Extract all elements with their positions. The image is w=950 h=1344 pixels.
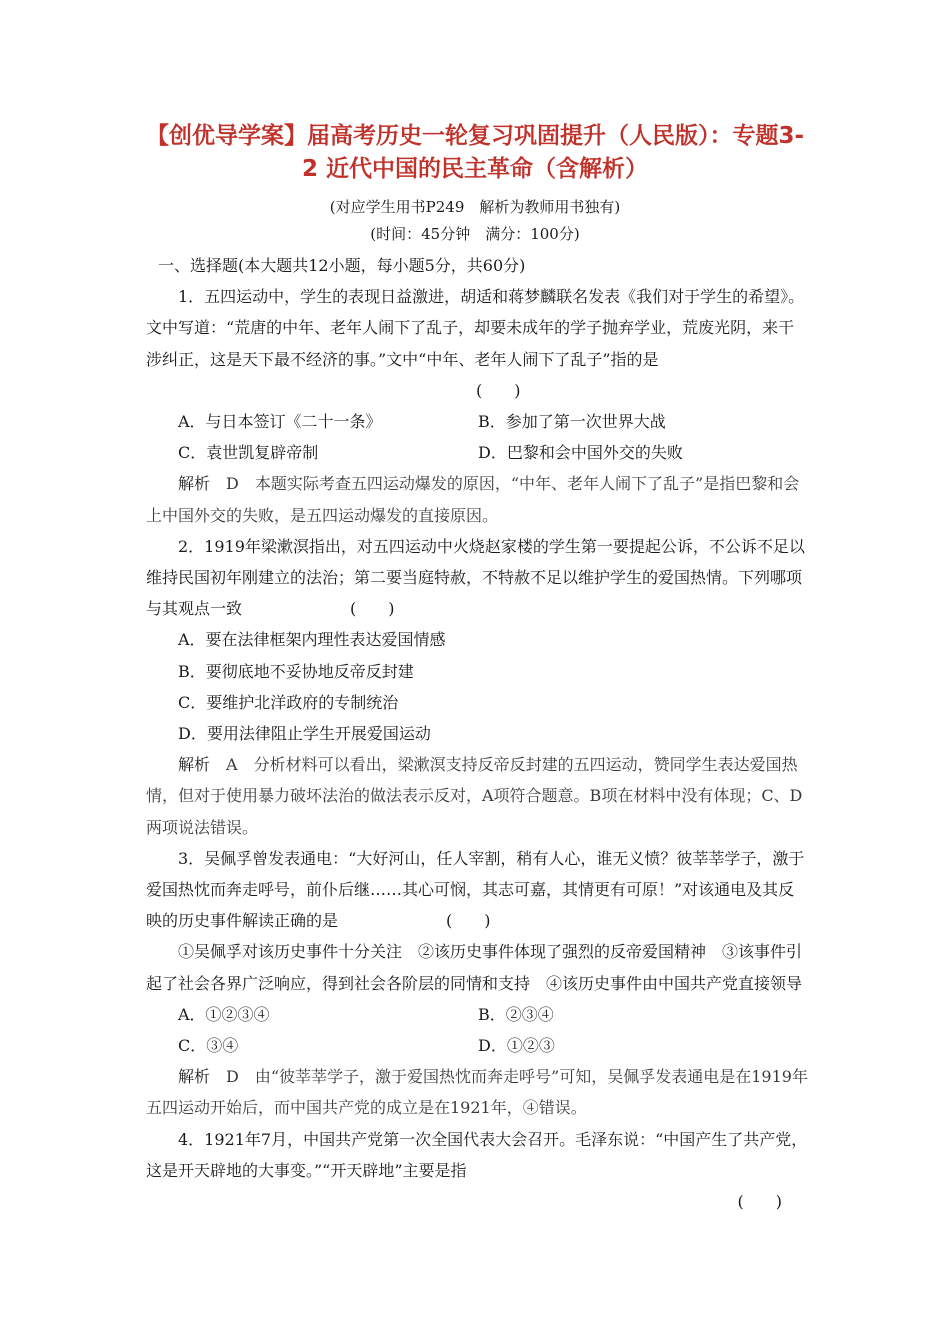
option-b: B．②③④ (478, 1004, 554, 1024)
option-row (146, 1030, 808, 1061)
document-title: 【创优导学案】届高考历史一轮复习巩固提升（人民版）：专题3-2 近代中国的民主革命（含解析） (145, 123, 805, 182)
question-stem-text: 2．1919年梁漱溟指出，对五四运动中火烧赵家楼的学生第一要提起公诉，不公诉不足以维持民国初年刚建立的法治；第二要当庭特赦，不特赦不足以维护学生的爱国热情。下列哪项与其观点一致 (146, 536, 805, 619)
source-note: (对应学生用书P249 解析为教师用书独有) (329, 198, 621, 216)
question-stem: 1．五四运动中，学生的表现日益激进，胡适和蒋梦麟联名发表《我们对于学生的希望》。文中写道：“荒唐的中年、老年人闹下了乱子，却要未成年的学子抛弃学业，荒废光阴，来干涉纠正，这是天下最不经济的事。”文中“中年、老年人闹下了乱子”指的是 (146, 287, 805, 369)
option-d: D．巴黎和会中国外交的失败 (478, 443, 683, 463)
analysis-text: D 本题实际考查五四运动爆发的原因，“中年、老年人闹下了乱子”是指巴黎和会上中国外交的失败，是五四运动爆发的直接原因。 (146, 474, 800, 525)
question-stem-text: 3．吴佩孚曾发表通电：“大好河山，任人宰割，稍有人心，谁无义愤？彼莘莘学子，激于爱国热忱而奔走呼号，前仆后继……其心可悯，其志可嘉，其情更有可原！”对该通电及其反映的历史事件解读正确的是 (146, 848, 805, 931)
question-2 (146, 531, 808, 843)
question-1 (146, 281, 808, 531)
option-a: A．①②③④ (178, 1004, 270, 1024)
option-d: D．要用法律阻止学生开展爱国运动 (178, 724, 431, 744)
option-b: B．参加了第一次世界大战 (478, 412, 666, 432)
option-c: C．③④ (178, 1036, 239, 1056)
option-row (146, 999, 808, 1030)
analysis (146, 749, 808, 843)
analysis (146, 1061, 808, 1123)
question-statements: ①吴佩孚对该历史事件十分关注 ②该历史事件体现了强烈的反帝爱国精神 ③该事件引起了社会各界广泛响应，得到社会各阶层的同情和支持 ④该历史事件由中国共产党直接领导 (146, 942, 803, 993)
option-c: C．要维护北洋政府的专制统治 (178, 692, 399, 712)
analysis-label: 解析 (178, 1067, 211, 1087)
option-row (146, 437, 808, 468)
document-body (146, 250, 808, 1217)
question-3 (146, 843, 808, 1124)
question-stem (146, 843, 808, 937)
section-heading: 一、选择题(本大题共12小题，每小题5分，共60分) (158, 256, 526, 275)
answer-bracket: ( ) (446, 911, 491, 931)
analysis-text: A 分析材料可以看出，梁漱溟支持反帝反封建的五四运动，赞同学生表达爱国热情，但对于使用暴力破坏法治的做法表示反对，A项符合题意。B项在材料中没有体现；C、D两项说法错误。 (146, 755, 803, 837)
analysis (146, 468, 808, 530)
answer-bracket: ( ) (350, 599, 395, 619)
option-row (146, 406, 808, 437)
question-4 (146, 1124, 808, 1218)
analysis-text: D 由“彼莘莘学子，激于爱国热忱而奔走呼号”可知，吴佩孚发表通电是在1919年五四运动开始后，而中国共产党的成立是在1921年，④错误。 (146, 1067, 808, 1118)
analysis-label: 解析 (178, 474, 211, 494)
option-d: D．①②③ (478, 1036, 555, 1056)
option-c: C．袁世凯复辟帝制 (178, 443, 319, 463)
time-note: (时间：45分钟 满分：100分) (370, 225, 580, 243)
question-stem: 4．1921年7月，中国共产党第一次全国代表大会召开。毛泽东说：“中国产生了共产党，这是开天辟地的大事变。”“开天辟地”主要是指 (146, 1129, 808, 1180)
answer-bracket: ( ) (476, 380, 521, 400)
answer-bracket: ( ) (737, 1192, 782, 1212)
option-b: B．要彻底地不妥协地反帝反封建 (178, 661, 414, 681)
option-a: A．要在法律框架内理性表达爱国情感 (178, 630, 446, 650)
question-stem (146, 531, 808, 625)
analysis-label: 解析 (178, 755, 211, 775)
option-a: A．与日本签订《二十一条》 (178, 412, 382, 432)
